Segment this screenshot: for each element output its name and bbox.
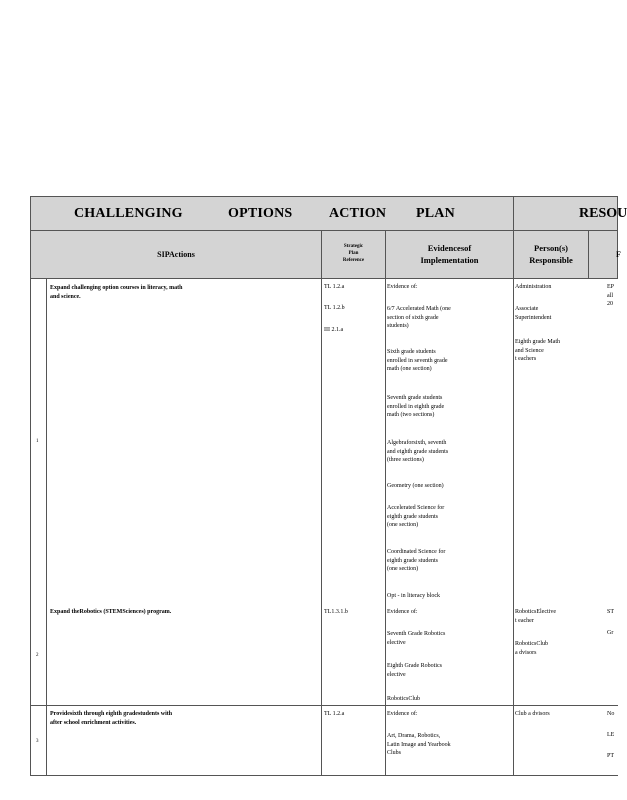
evidence-line: (one section)	[387, 566, 419, 573]
action-line: Expand theRobotics (STEMSciences) program.	[50, 609, 172, 615]
person-line: Club a dvisors	[515, 711, 550, 717]
evidence-line: Evidence of:	[387, 609, 418, 615]
row-divider	[30, 775, 618, 776]
evidence-line: elective	[387, 639, 406, 646]
reference: TL 1.2.b	[324, 305, 345, 311]
resource-block	[607, 710, 614, 719]
evidence-block	[387, 305, 451, 331]
evidence-line: Opt - in literacy block	[387, 593, 440, 599]
evidence-block	[387, 548, 445, 574]
grid-line	[321, 279, 322, 776]
resource-block	[607, 752, 614, 761]
reference: TL 1.2.a	[324, 711, 345, 717]
person-line: Eighth grade Math	[515, 339, 560, 345]
evidence-block	[387, 394, 444, 420]
grid-line	[385, 279, 386, 776]
title-word: CHALLENGING	[74, 206, 183, 221]
resource-line: EP	[607, 284, 615, 290]
evidence-line: Coordinated Science for	[387, 549, 446, 555]
evidence-line: (three sections)	[387, 457, 424, 464]
title-word: PLAN	[416, 206, 455, 221]
reference: TL 1.2.a	[324, 284, 345, 290]
evidence-block	[387, 710, 418, 719]
evidence-block	[387, 630, 445, 647]
evidence-line: Algebraforsixth, seventh	[387, 440, 447, 446]
header-evidences-line: Evidencesof	[427, 242, 472, 253]
header-strategic-line: Strategic	[343, 244, 364, 250]
evidence-line: students)	[387, 323, 409, 330]
header-sip-actions-label: SIPActions	[157, 250, 195, 259]
action-text	[50, 608, 171, 617]
evidence-line: enrolled in eighth grade	[387, 403, 445, 410]
evidence-line: eighth grade students	[387, 513, 438, 520]
header-resources: F	[616, 250, 621, 259]
title-word: OPTIONS	[228, 206, 293, 221]
evidence-line: Latin Image and Yearbook	[387, 741, 451, 748]
header-persons-line: Responsible	[529, 254, 573, 265]
evidence-block	[387, 348, 447, 374]
evidence-block	[387, 732, 451, 758]
grid-line	[46, 279, 47, 776]
reference: III 2.1.a	[324, 327, 344, 333]
person-line: RoboticsClub	[515, 641, 549, 647]
evidence-block	[387, 662, 442, 679]
evidence-line: and eighth grade students	[387, 448, 449, 455]
header-evidences	[386, 231, 514, 278]
title-cell	[31, 197, 514, 230]
title-row	[30, 196, 627, 231]
resource-line: No	[607, 711, 615, 717]
resource-line: LE	[607, 732, 615, 738]
evidence-line: Art, Drama, Robotics,	[387, 733, 441, 739]
title-resources: RESOU	[579, 206, 627, 221]
action-plan-table	[30, 196, 627, 776]
resource-line: Gr	[607, 630, 614, 636]
evidence-line: Eighth Grade Robotics	[387, 663, 442, 669]
person-line: t eachers	[515, 356, 537, 363]
evidence-block	[387, 504, 444, 530]
evidence-line: (one section)	[387, 522, 419, 529]
resource-block	[607, 629, 613, 638]
evidence-line: section of sixth grade	[387, 314, 439, 321]
header-evidences-line: Implementation	[420, 254, 479, 265]
action-line: and science.	[50, 293, 81, 300]
evidence-block	[387, 283, 418, 292]
header-strategic-line: Reference	[342, 257, 365, 263]
evidence-line: math (two sections)	[387, 412, 435, 419]
evidence-block	[387, 439, 448, 465]
evidence-line: math (one section)	[387, 366, 432, 373]
person-block	[515, 283, 551, 292]
action-text	[50, 284, 183, 301]
action-text	[50, 710, 172, 727]
resource-block	[607, 608, 614, 617]
resource-line: PT	[607, 753, 615, 759]
row-divider	[30, 705, 618, 706]
evidence-line: Clubs	[387, 750, 402, 757]
evidence-line: Seventh Grade Robotics	[387, 631, 446, 637]
header-persons-line: Person(s)	[534, 242, 568, 253]
action-line: after school enrichment activities.	[50, 719, 137, 726]
person-line: and Science	[515, 347, 544, 354]
evidence-line: Seventh grade students	[387, 395, 443, 401]
row-number: 1	[36, 439, 39, 444]
resource-block	[607, 283, 614, 309]
person-block	[515, 305, 551, 322]
grid-line	[513, 279, 514, 776]
evidence-block	[387, 592, 440, 601]
title-word: ACTION	[329, 206, 387, 221]
person-block	[515, 608, 556, 625]
header-row	[30, 231, 621, 279]
evidence-line: enrolled in seventh grade	[387, 357, 448, 364]
evidence-line: Sixth grade students	[387, 349, 436, 355]
resource-line: all	[607, 292, 613, 299]
person-block	[515, 640, 548, 657]
person-line: Administration	[515, 284, 552, 290]
evidence-block	[387, 695, 420, 704]
evidence-line: RoboticsClub	[387, 696, 421, 702]
evidence-block	[387, 608, 418, 617]
resource-block	[607, 731, 614, 740]
resource-line: 20	[607, 301, 613, 308]
evidence-line: Evidence of:	[387, 711, 418, 717]
person-line: a dvisors	[515, 649, 537, 656]
row-number: 2	[36, 653, 39, 658]
person-line: Superintendent	[515, 314, 552, 321]
resource-line: ST	[607, 609, 615, 615]
person-line: t eacher	[515, 617, 534, 624]
evidence-line: 6/7 Accelerated Math (one	[387, 306, 451, 312]
evidence-line: Accelerated Science for	[387, 505, 445, 511]
grid-line	[30, 279, 31, 776]
evidence-line: elective	[387, 671, 406, 678]
evidence-line: eighth grade students	[387, 557, 438, 564]
header-sip-actions	[31, 231, 322, 278]
action-line: Expand challenging option courses in literacy, math	[50, 285, 183, 291]
header-strategic-plan	[322, 231, 386, 278]
person-line: RoboticsElective	[515, 609, 556, 615]
person-line: Associate	[515, 306, 539, 312]
evidence-line: Geometry (one section)	[387, 483, 444, 489]
evidence-block	[387, 482, 444, 491]
header-strategic-line: Plan	[348, 251, 359, 257]
header-persons	[514, 231, 589, 278]
action-line: Providesixth through eighth gradestudents with	[50, 711, 173, 717]
reference: TL1.3.1.b	[324, 609, 348, 615]
person-block	[515, 338, 560, 364]
person-block	[515, 710, 550, 719]
row-number: 3	[36, 739, 39, 744]
evidence-line: Evidence of:	[387, 284, 418, 290]
